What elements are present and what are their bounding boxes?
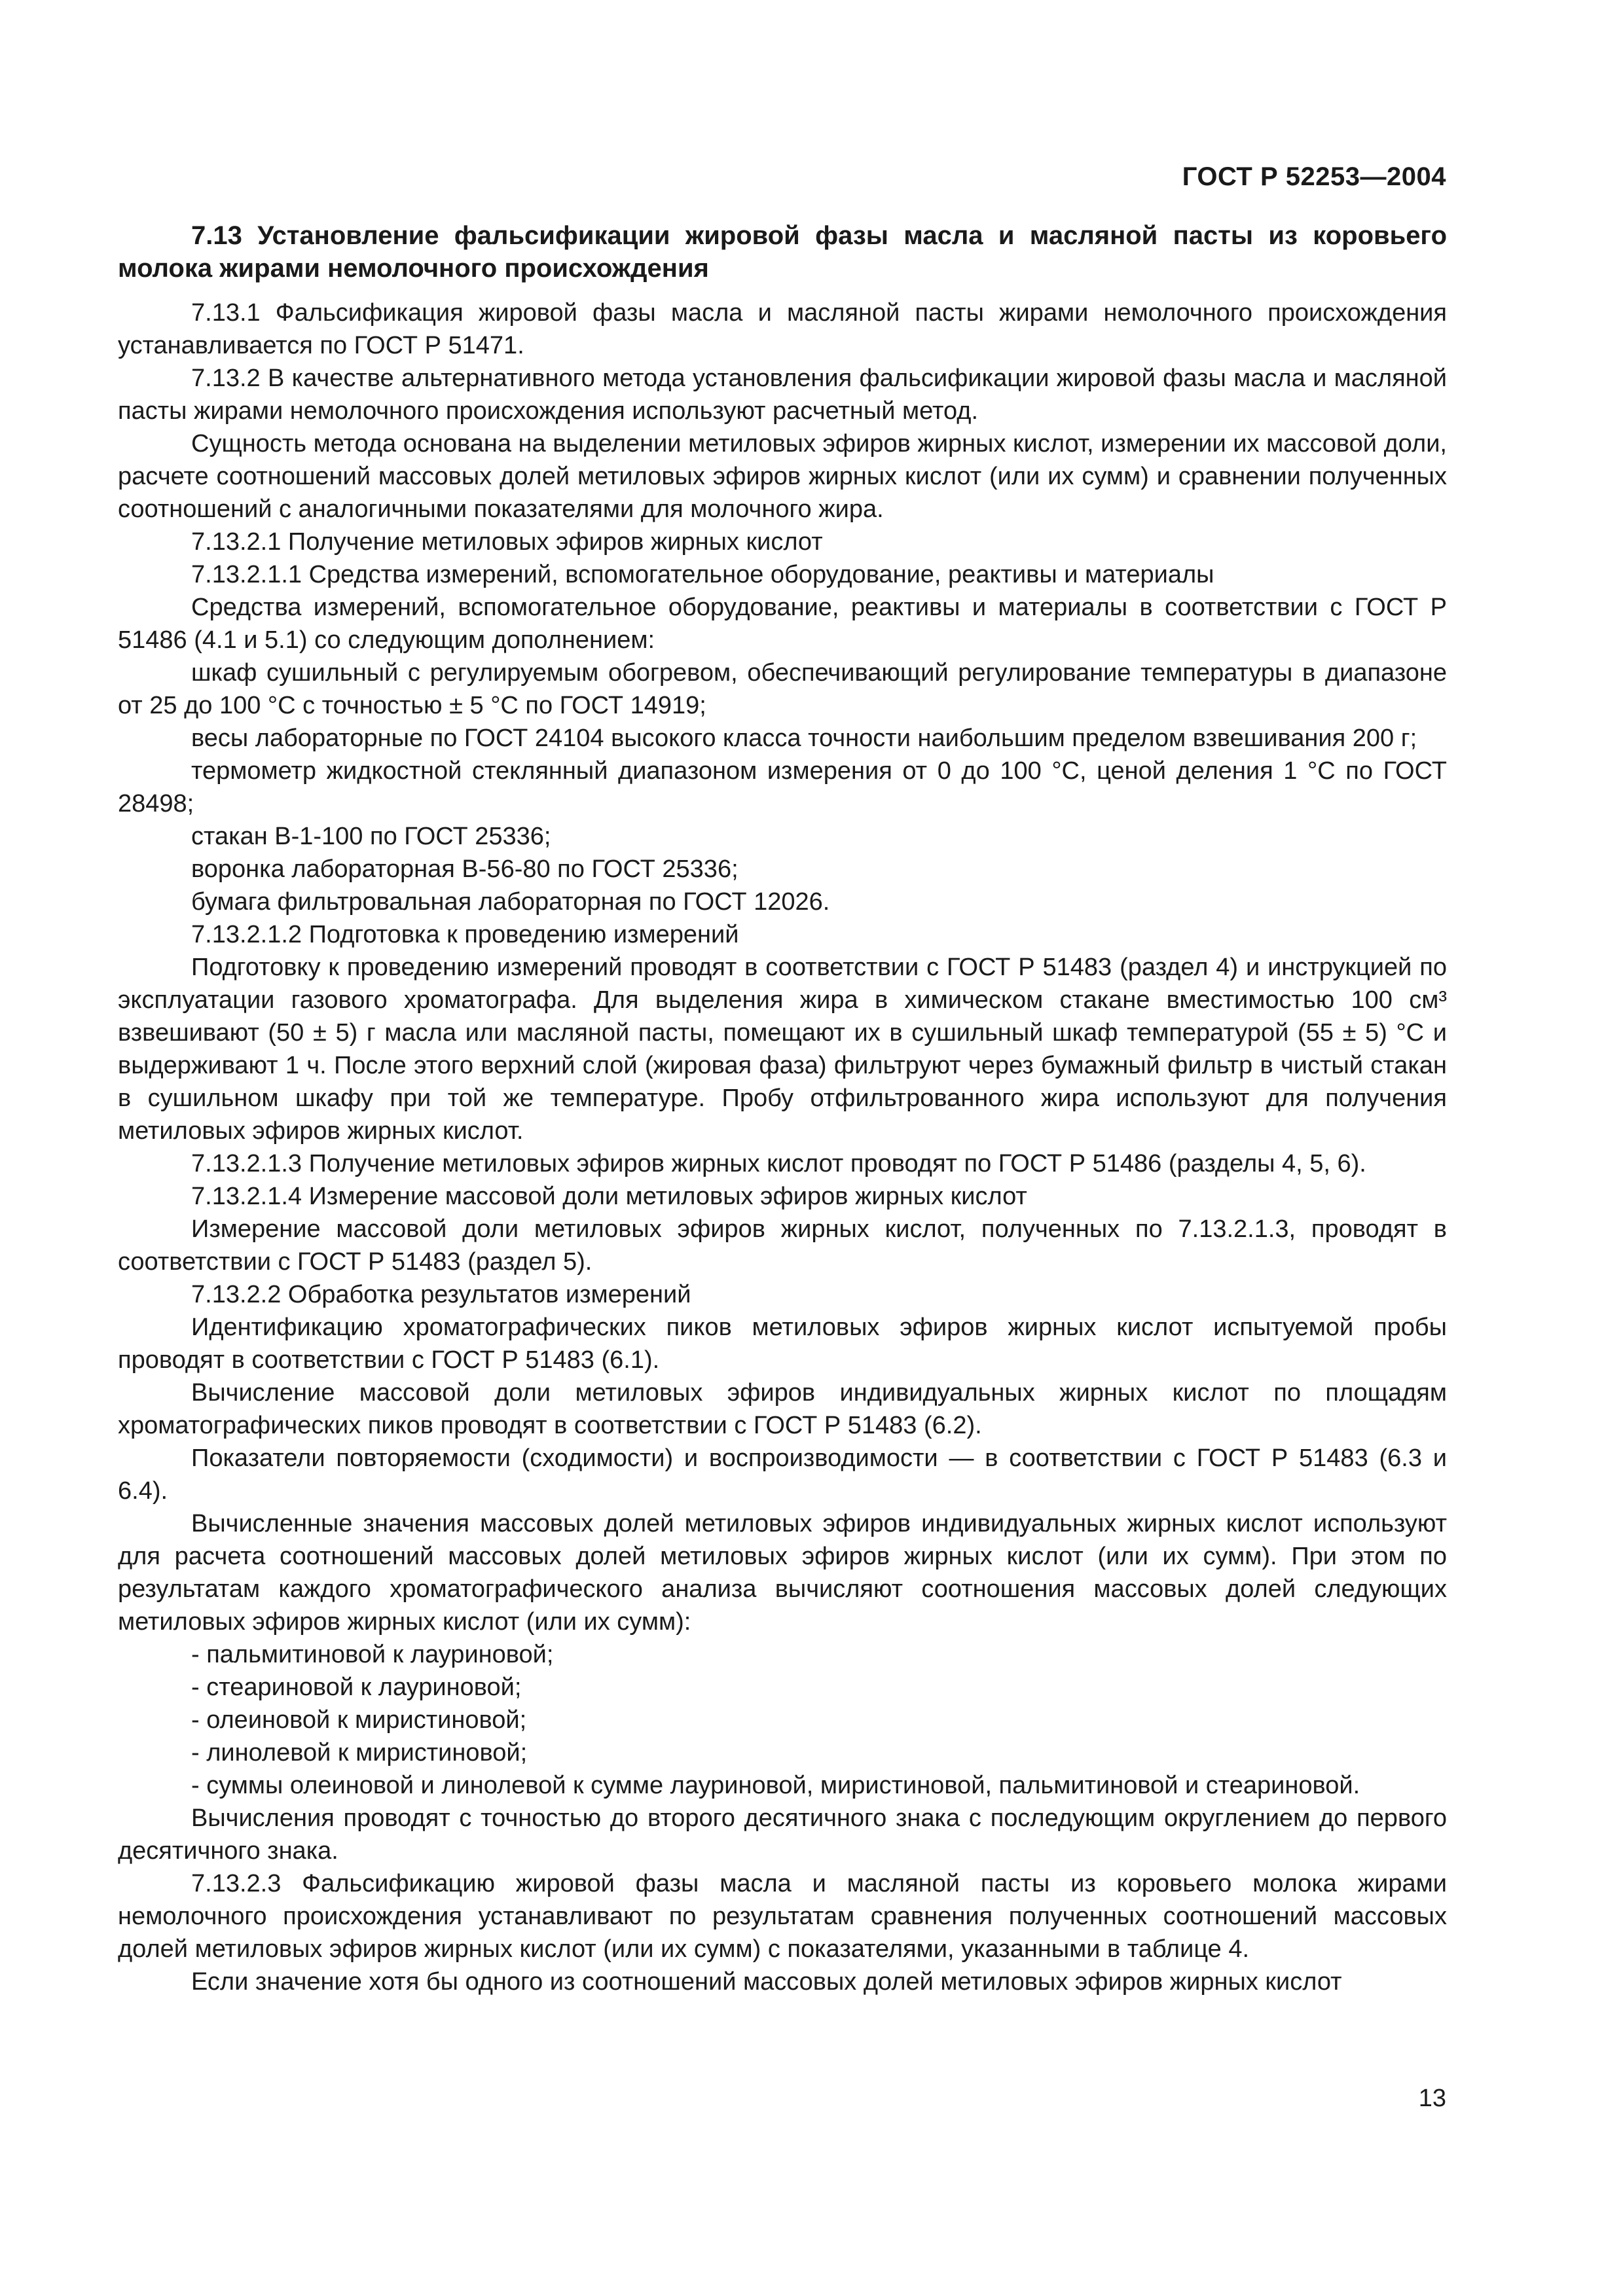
- list-item: - линолевой к миристиновой;: [191, 1739, 528, 1767]
- paragraph: бумага фильтровальная лабораторная по ГОСТ 12026.: [191, 888, 830, 916]
- list-item: - олеиновой к миристиновой;: [191, 1706, 527, 1734]
- paragraph: Сущность метода основана на выделении метиловых эфиров жирных кислот, измерении их массовой доли, расчете соотношений массовых долей метиловых эфиров жирных кислот (или их сумм) и сравнении полученных соотношений с аналогичными показателями для молочного жира.: [118, 430, 1447, 523]
- document-body: [118, 219, 1447, 1998]
- paragraph: 7.13.2.2 Обработка результатов измерений: [191, 1281, 691, 1308]
- paragraph: Вычисление массовой доли метиловых эфиров индивидуальных жирных кислот по площадям хроматографических пиков проводят в соответствии с ГОСТ Р 51483 (6.2).: [118, 1379, 1447, 1439]
- paragraph: 7.13.2.3 Фальсификацию жировой фазы масла и масляной пасты из коровьего молока жирами немолочного происхождения устанавливают по результатам сравнения полученных соотношений массовых долей метиловых эфиров жирных кислот (или их сумм) с показателями, указанными в таблице 4.: [118, 1870, 1447, 1963]
- paragraph: 7.13.2.1.4 Измерение массовой доли метиловых эфиров жирных кислот: [191, 1183, 1027, 1210]
- paragraph: Если значение хотя бы одного из соотношений массовых долей метиловых эфиров жирных кислот: [191, 1968, 1342, 1996]
- paragraph: шкаф сушильный с регулируемым обогревом, обеспечивающий регулирование температуры в диапазоне от 25 до 100 °С с точностью ± 5 °С по ГОСТ 14919;: [118, 659, 1447, 719]
- paragraph: Идентификацию хроматографических пиков метиловых эфиров жирных кислот испытуемой пробы проводят в соответствии с ГОСТ Р 51483 (6.1).: [118, 1314, 1447, 1374]
- standard-header: ГОСТ Р 52253—2004: [1182, 162, 1446, 191]
- paragraph: весы лабораторные по ГОСТ 24104 высокого класса точности наибольшим пределом взвешивания 200 г;: [191, 725, 1417, 752]
- paragraph: воронка лабораторная В-56-80 по ГОСТ 25336;: [191, 855, 739, 883]
- paragraph: термометр жидкостной стеклянный диапазоном измерения от 0 до 100 °С, ценой деления 1 °С по ГОСТ 28498;: [118, 757, 1447, 817]
- paragraph: Показатели повторяемости (сходимости) и воспроизводимости — в соответствии с ГОСТ Р 51483 (6.3 и 6.4).: [118, 1444, 1447, 1505]
- paragraph: стакан В-1-100 по ГОСТ 25336;: [191, 823, 551, 850]
- paragraph: Подготовку к проведению измерений проводят в соответствии с ГОСТ Р 51483 (раздел 4) и инструкцией по эксплуатации газового хроматографа. Для выделения жира в химическом стакане вместимостью 100 см³ взвешивают (50 ± 5) г масла или масляной пасты, помещают их в сушильный шкаф температурой (55 ± 5) °С и выдерживают 1 ч. После этого верхний слой (жировая фаза) фильтруют через бумажный фильтр в чистый стакан в сушильном шкафу при той же температуре. Пробу отфильтрованного жира используют для получения метиловых эфиров жирных кислот.: [118, 954, 1447, 1145]
- paragraph: 7.13.2.1.3 Получение метиловых эфиров жирных кислот проводят по ГОСТ Р 51486 (разделы 4, 5, 6).: [191, 1150, 1366, 1177]
- paragraph: 7.13.1 Фальсификация жировой фазы масла и масляной пасты жирами немолочного происхождения устанавливается по ГОСТ Р 51471.: [118, 299, 1447, 359]
- paragraph: 7.13.2.1.2 Подготовка к проведению измерений: [191, 921, 739, 948]
- paragraph: Средства измерений, вспомогательное оборудование, реактивы и материалы в соответствии с ГОСТ Р 51486 (4.1 и 5.1) со следующим дополнением:: [118, 594, 1447, 654]
- paragraph: 7.13.2.1 Получение метиловых эфиров жирных кислот: [191, 528, 823, 556]
- paragraph: 7.13.2.1.1 Средства измерений, вспомогательное оборудование, реактивы и материалы: [191, 561, 1214, 588]
- list-item: - пальмитиновой к лауриновой;: [191, 1641, 554, 1668]
- paragraph: Измерение массовой доли метиловых эфиров жирных кислот, полученных по 7.13.2.1.3, проводят в соответствии с ГОСТ Р 51483 (раздел 5).: [118, 1215, 1447, 1276]
- page-number: 13: [1418, 2085, 1446, 2112]
- paragraph: Вычисления проводят с точностью до второго десятичного знака с последующим округлением до первого десятичного знака.: [118, 1804, 1447, 1865]
- list-item: - стеариновой к лауриновой;: [191, 1674, 522, 1701]
- paragraph: Вычисленные значения массовых долей метиловых эфиров индивидуальных жирных кислот используют для расчета соотношений массовых долей метиловых эфиров жирных кислот (или их сумм). При этом по результатам каждого хроматографического анализа вычисляют соотношения массовых долей следующих метиловых эфиров жирных кислот (или их сумм):: [118, 1510, 1447, 1636]
- list-item: - суммы олеиновой и линолевой к сумме лауриновой, миристиновой, пальмитиновой и стеариновой.: [191, 1772, 1360, 1799]
- section-title: 7.13 Установление фальсификации жировой фазы масла и масляной пасты из коровьего молока жирами немолочного происхождения: [118, 221, 1447, 283]
- paragraph: 7.13.2 В качестве альтернативного метода установления фальсификации жировой фазы масла и масляной пасты жирами немолочного происхождения используют расчетный метод.: [118, 365, 1447, 425]
